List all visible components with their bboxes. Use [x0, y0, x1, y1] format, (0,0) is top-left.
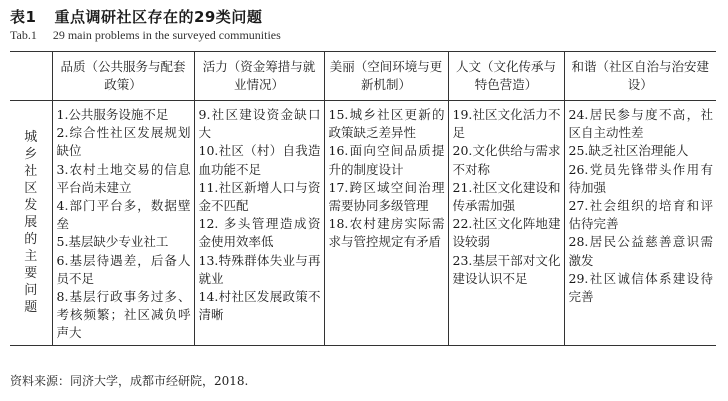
problem-item: 4.部门平台多，数据壁垒	[56, 198, 191, 232]
problem-item: 18.农村建房实际需求与管控规定有矛盾	[328, 216, 445, 250]
header-row	[10, 52, 716, 101]
column-cell-culture	[448, 101, 564, 346]
column-cell-vitality	[194, 101, 324, 346]
problem-item: 26.党员先锋带头作用有待加强	[568, 161, 713, 195]
table-title-en: 29 main problems in the surveyed communities	[52, 28, 281, 42]
column-header-beauty: 美丽（空间环境与更新机制）	[324, 52, 448, 101]
problem-item: 15.城乡社区更新的政策缺乏差异性	[328, 107, 445, 141]
problem-item: 24.居民参与度不高，社区自主动性差	[568, 107, 713, 141]
table-caption-en	[10, 28, 281, 43]
problem-item: 16.面向空间品质提升的制度设计	[328, 143, 445, 177]
problem-item: 17.跨区域空间治理需要协同多级管理	[328, 179, 445, 214]
problem-item: 19.社区文化活力不足	[452, 107, 561, 141]
problem-item: 9.社区建设资金缺口大	[198, 107, 321, 141]
problem-item: 13.特殊群体失业与再就业	[198, 252, 321, 286]
problem-item: 6.基层待遇差，后备人员不足	[56, 252, 191, 286]
problem-item: 11.社区新增人口与资金不匹配	[198, 179, 321, 214]
table-title: 重点调研社区存在的29类问题	[54, 8, 263, 26]
row-header-cell	[10, 101, 52, 346]
column-cell-harmony	[564, 101, 716, 346]
problem-item: 3.农村土地交易的信息平台尚未建立	[56, 161, 191, 195]
problem-item: 2.综合性社区发展规划缺位	[56, 125, 191, 159]
table-number: 表1	[10, 8, 37, 26]
table-caption-cn	[10, 6, 262, 27]
problem-item: 14.村社区发展政策不清晰	[198, 289, 321, 323]
column-header-harmony: 和谐（社区自治与治安建设）	[564, 52, 716, 101]
corner-cell	[10, 52, 52, 101]
problem-item: 12. 多头管理造成资金使用效率低	[198, 216, 321, 250]
problems-table	[10, 51, 716, 346]
column-cell-beauty	[324, 101, 448, 346]
problem-item: 5.基层缺少专业社工	[56, 234, 169, 250]
problem-item: 22.社区文化阵地建设较弱	[452, 216, 561, 250]
source-note: 资料来源：同济大学，成都市经研院，2018.	[10, 374, 249, 388]
row-header-label: 城乡社区发展的主要问题	[24, 130, 38, 316]
column-header-quality: 品质（公共服务与配套政策）	[52, 52, 194, 101]
table-number-en: Tab.1	[10, 28, 37, 42]
body-row	[10, 101, 716, 346]
problem-item: 20.文化供给与需求不对称	[452, 143, 561, 177]
problem-item: 8.基层行政事务过多、考核频繁；社区减负呼声大	[56, 289, 191, 341]
problem-item: 25.缺乏社区治理能人	[568, 143, 689, 159]
problem-item: 21.社区文化建设和传承需加强	[452, 179, 561, 214]
column-header-culture: 人文（文化传承与特色营造）	[448, 52, 564, 101]
column-header-vitality: 活力（资金筹措与就业情况）	[194, 52, 324, 101]
column-cell-quality	[52, 101, 194, 346]
problem-item: 23.基层干部对文化建设认识不足	[452, 252, 561, 286]
problem-item: 10.社区（村）自我造血功能不足	[198, 143, 321, 177]
problem-item: 28.居民公益慈善意识需激发	[568, 234, 713, 268]
problem-item: 1.公共服务设施不足	[56, 107, 169, 122]
problem-item: 27.社会组织的培育和评估待完善	[568, 198, 713, 232]
problem-item: 29.社区诚信体系建设待完善	[568, 270, 713, 305]
